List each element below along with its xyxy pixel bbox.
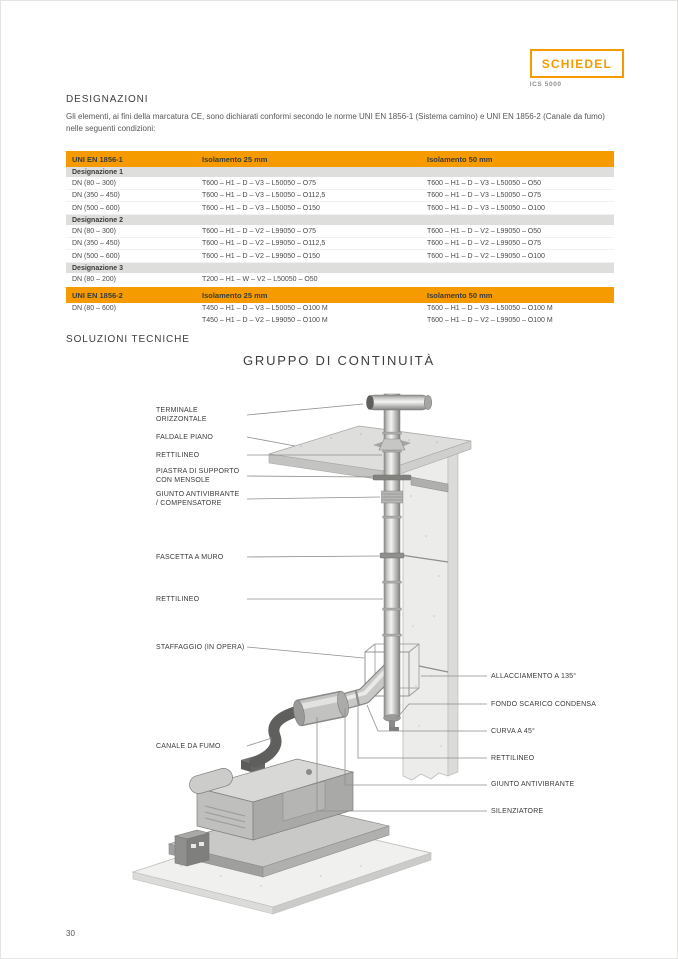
- flue-duct: [255, 712, 295, 762]
- support-plate: [373, 475, 411, 480]
- diagram-label: TERMINALE ORIZZONTALE: [156, 407, 207, 424]
- table-cell: T600 – H1 – D – V2 – L99050 – O100: [427, 252, 545, 260]
- table-row: [66, 273, 614, 285]
- section-title-soluzioni: SOLUZIONI TECNICHE: [66, 334, 190, 345]
- table-cell: T200 – H1 – W – V2 – L50050 – O50: [202, 275, 318, 283]
- diagram-label: GIUNTO ANTIVIBRANTE / COMPENSATORE: [156, 491, 240, 508]
- diagram-label: FONDO SCARICO CONDENSA: [491, 701, 597, 708]
- diagram-label: PIASTRA DI SUPPORTO CON MENSOLE: [156, 468, 240, 485]
- table-cell: T600 – H1 – D – V2 – L99050 – O112,5: [202, 240, 326, 247]
- section-title-designazioni: DESIGNAZIONI: [66, 94, 149, 105]
- vibration-joint: [382, 491, 403, 503]
- table-uni-en-1856-2: [66, 287, 614, 326]
- diagram-label: GIUNTO ANTIVIBRANTE: [491, 781, 575, 788]
- table-cell: T600 – H1 – D – V3 – L50050 – O100 M: [427, 305, 553, 312]
- diagram-label: RETTILINEO: [491, 755, 535, 762]
- horizontal-terminal: [366, 395, 432, 410]
- table-cell: T600 – H1 – D – V3 – L50050 – O50: [427, 179, 542, 187]
- header-cell: Isolamento 25 mm: [202, 290, 268, 300]
- table-cell: DN (350 – 450): [72, 192, 120, 199]
- table-row: [66, 314, 614, 326]
- subheader-label: Designazione 1: [72, 168, 123, 176]
- brand-logo-box: [530, 49, 624, 78]
- table-cell: T600 – H1 – D – V3 – L50050 – O100: [427, 204, 545, 212]
- header-cell: Isolamento 50 mm: [427, 290, 493, 300]
- header-cell: UNI EN 1856-2: [72, 290, 123, 300]
- subheader-label: Designazione 2: [72, 216, 123, 224]
- table-cell: T600 – H1 – D – V2 – L99050 – O50: [427, 227, 542, 235]
- diagram-label: CURVA A 45°: [491, 728, 536, 735]
- table-cell: T600 – H1 – D – V2 – L99050 – O150: [202, 252, 320, 260]
- table-subheader-row: [66, 263, 614, 274]
- table-cell: T600 – H1 – D – V2 – L99050 – O100 M: [427, 316, 553, 324]
- diagram-label: FALDALE PIANO: [156, 434, 214, 441]
- table-row: [66, 225, 614, 238]
- table-cell: T450 – H1 – D – V3 – L50050 – O100 M: [202, 305, 328, 312]
- table-row: [66, 190, 614, 203]
- product-model: ICS 5000: [529, 81, 562, 88]
- table-cell: T600 – H1 – D – V3 – L50050 – O150: [202, 204, 320, 212]
- wall-panel: [403, 446, 458, 780]
- diagram-label: SILENZIATORE: [491, 808, 544, 815]
- diagram-title: GRUPPO DI CONTINUITÀ: [242, 353, 435, 368]
- table-cell: DN (80 – 600): [72, 305, 116, 312]
- diagram-label: RETTILINEO: [156, 452, 200, 459]
- table-cell: T600 – H1 – D – V2 – L99050 – O75: [202, 227, 317, 235]
- table-subheader-row: [66, 215, 614, 226]
- table-row: [66, 303, 614, 315]
- silencer: [292, 690, 351, 726]
- table-uni-en-1856-1: [66, 151, 614, 285]
- header-cell: UNI EN 1856-1: [72, 154, 123, 164]
- table-cell: [66, 314, 196, 326]
- intro-paragraph: Gli elementi, ai fini della marcatura CE, sono dichiarati conformi secondo le norme UNI EN 1856-1 (Sistema camino) e UNI EN 1856-2 (Canale da fumo) nelle seguenti condizioni:: [66, 112, 605, 134]
- brand-name: SCHIEDEL: [541, 57, 612, 71]
- page-number: 30: [66, 929, 75, 938]
- diagram-label: CANALE DA FUMO: [156, 743, 221, 750]
- header-cell: Isolamento 25 mm: [202, 154, 268, 164]
- diagram-label: FASCETTA A MURO: [156, 554, 224, 561]
- table-cell: DN (80 – 300): [72, 179, 116, 187]
- diagram-label: RETTILINEO: [156, 596, 200, 603]
- table-cell: DN (80 – 200): [72, 275, 116, 283]
- table-cell: DN (80 – 300): [72, 227, 116, 235]
- table-row: [66, 238, 614, 251]
- table-cell: [421, 273, 614, 285]
- continuity-group-diagram: [1, 376, 678, 931]
- brand-logo: [530, 49, 624, 88]
- subheader-label: Designazione 3: [72, 264, 123, 272]
- table-cell: DN (350 – 450): [72, 240, 120, 247]
- table-cell: T600 – H1 – D – V3 – L50050 – O75: [202, 179, 317, 187]
- diagram-label: STAFFAGGIO (IN OPERA): [156, 644, 245, 651]
- table-row: [66, 250, 614, 263]
- table-subheader-row: [66, 167, 614, 178]
- diagram-label: ALLACCIAMENTO A 135°: [491, 673, 577, 680]
- table-cell: DN (500 – 600): [72, 204, 120, 212]
- table-cell: T600 – H1 – D – V2 – L99050 – O75: [427, 240, 542, 247]
- table-header-row: [66, 287, 614, 303]
- table-cell: T450 – H1 – D – V2 – L99050 – O100 M: [202, 316, 328, 324]
- header-cell: Isolamento 50 mm: [427, 154, 493, 164]
- table-cell: T600 – H1 – D – V3 – L50050 – O112,5: [202, 192, 326, 199]
- table-row: [66, 177, 614, 190]
- table-cell: DN (500 – 600): [72, 252, 120, 260]
- table-cell: T600 – H1 – D – V3 – L50050 – O75: [427, 192, 542, 199]
- table-header-row: [66, 151, 614, 167]
- table-row: [66, 202, 614, 215]
- chimney-system-drawing: [1, 376, 678, 931]
